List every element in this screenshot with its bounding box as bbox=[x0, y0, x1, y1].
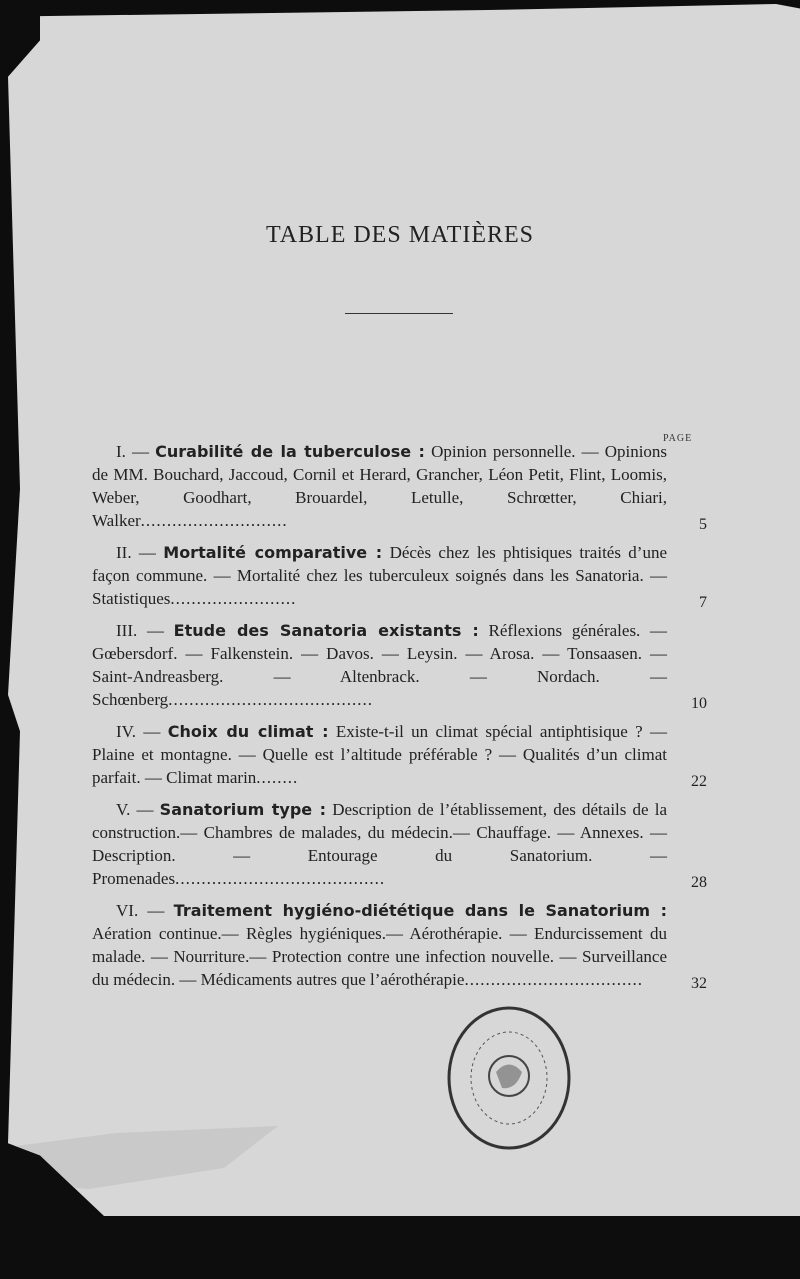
entry-page: 22 bbox=[691, 773, 707, 790]
entry-page: 10 bbox=[691, 695, 707, 712]
page-column-header: PAGE bbox=[663, 433, 693, 444]
entry-number: V. — bbox=[116, 800, 154, 819]
leader-dots: ........ bbox=[256, 768, 299, 787]
entry-heading: Etude des Sanatoria existants : bbox=[173, 621, 479, 640]
entry-text: Opinion personnelle. — Opinions de MM. Bouchard, Jaccoud, Cornil et Herard, Grancher, Léon Petit, Flint, Loomis, Weber, Goodhart, Brouardel, Letulle, Schrœtter, Chiari, Walker bbox=[92, 442, 668, 530]
entry-page: 32 bbox=[691, 975, 707, 992]
entry-page: 5 bbox=[699, 516, 707, 533]
torn-corner bbox=[8, 1126, 278, 1196]
entry-page: 7 bbox=[699, 594, 707, 611]
leader-dots: ........................................ bbox=[175, 869, 386, 888]
leader-dots: ....................................... bbox=[168, 690, 373, 709]
title-divider bbox=[345, 313, 453, 314]
entry-text: Aération continue.— Règles hygiéniques.— Aérothérapie. — Endurcissement du malade. — Nourriture.— Protection contre une infection nouvelle. — Surveillance du médecin. — Médicaments autres que l’aérothérapie bbox=[92, 924, 667, 989]
entry-number: III. — bbox=[116, 621, 164, 640]
entry-heading: Choix du climat : bbox=[167, 722, 329, 741]
library-stamp bbox=[444, 1002, 574, 1154]
entry-text: Décès chez les phtisiques traités d’une façon commune. — Mortalité chez les tuberculeux soignés dans les Sanatoria. — Statistiques bbox=[92, 543, 668, 608]
entry-heading: Traitement hygiéno-diététique dans le Sanatorium : bbox=[173, 901, 667, 920]
toc-entry bbox=[92, 798, 707, 891]
entry-text: Réflexions générales. — Gœbersdorf. — Falkenstein. — Davos. — Leysin. — Arosa. — Tonsaasen. — Saint-Andreasberg. — Altenbrack. — Nordach. — Schœnberg bbox=[92, 621, 668, 709]
entry-page: 28 bbox=[691, 874, 707, 891]
entry-heading: Mortalité comparative : bbox=[163, 543, 383, 562]
toc-entry bbox=[92, 720, 707, 790]
entry-number: VI. — bbox=[116, 901, 165, 920]
table-of-contents bbox=[92, 440, 707, 1000]
entry-number: I. — bbox=[116, 442, 150, 461]
entry-heading: Sanatorium type : bbox=[159, 800, 327, 819]
entry-number: IV. — bbox=[116, 722, 161, 741]
entry-number: II. — bbox=[116, 543, 156, 562]
entry-text: Existe-t-il un climat spécial antiphtisique ? — Plaine et montagne. — Quelle est l’altitude préférable ? — Qualités d’un climat parfait. — Climat marin bbox=[92, 722, 668, 787]
leader-dots: ........................ bbox=[170, 589, 297, 608]
leader-dots: .................................. bbox=[464, 970, 643, 989]
toc-entry bbox=[92, 541, 707, 611]
toc-entry bbox=[92, 899, 707, 992]
entry-heading: Curabilité de la tuberculose : bbox=[155, 442, 425, 461]
toc-entry bbox=[92, 619, 707, 712]
leader-dots: ............................ bbox=[140, 511, 288, 530]
entry-text: Description de l’établissement, des détails de la construction.— Chambres de malades, du médecin.— Chauffage. — Annexes. — Description. — Entourage du Sanatorium. — Promenades bbox=[92, 800, 668, 888]
page-title: TABLE DES MATIÈRES bbox=[265, 222, 535, 248]
toc-entry bbox=[92, 440, 707, 533]
